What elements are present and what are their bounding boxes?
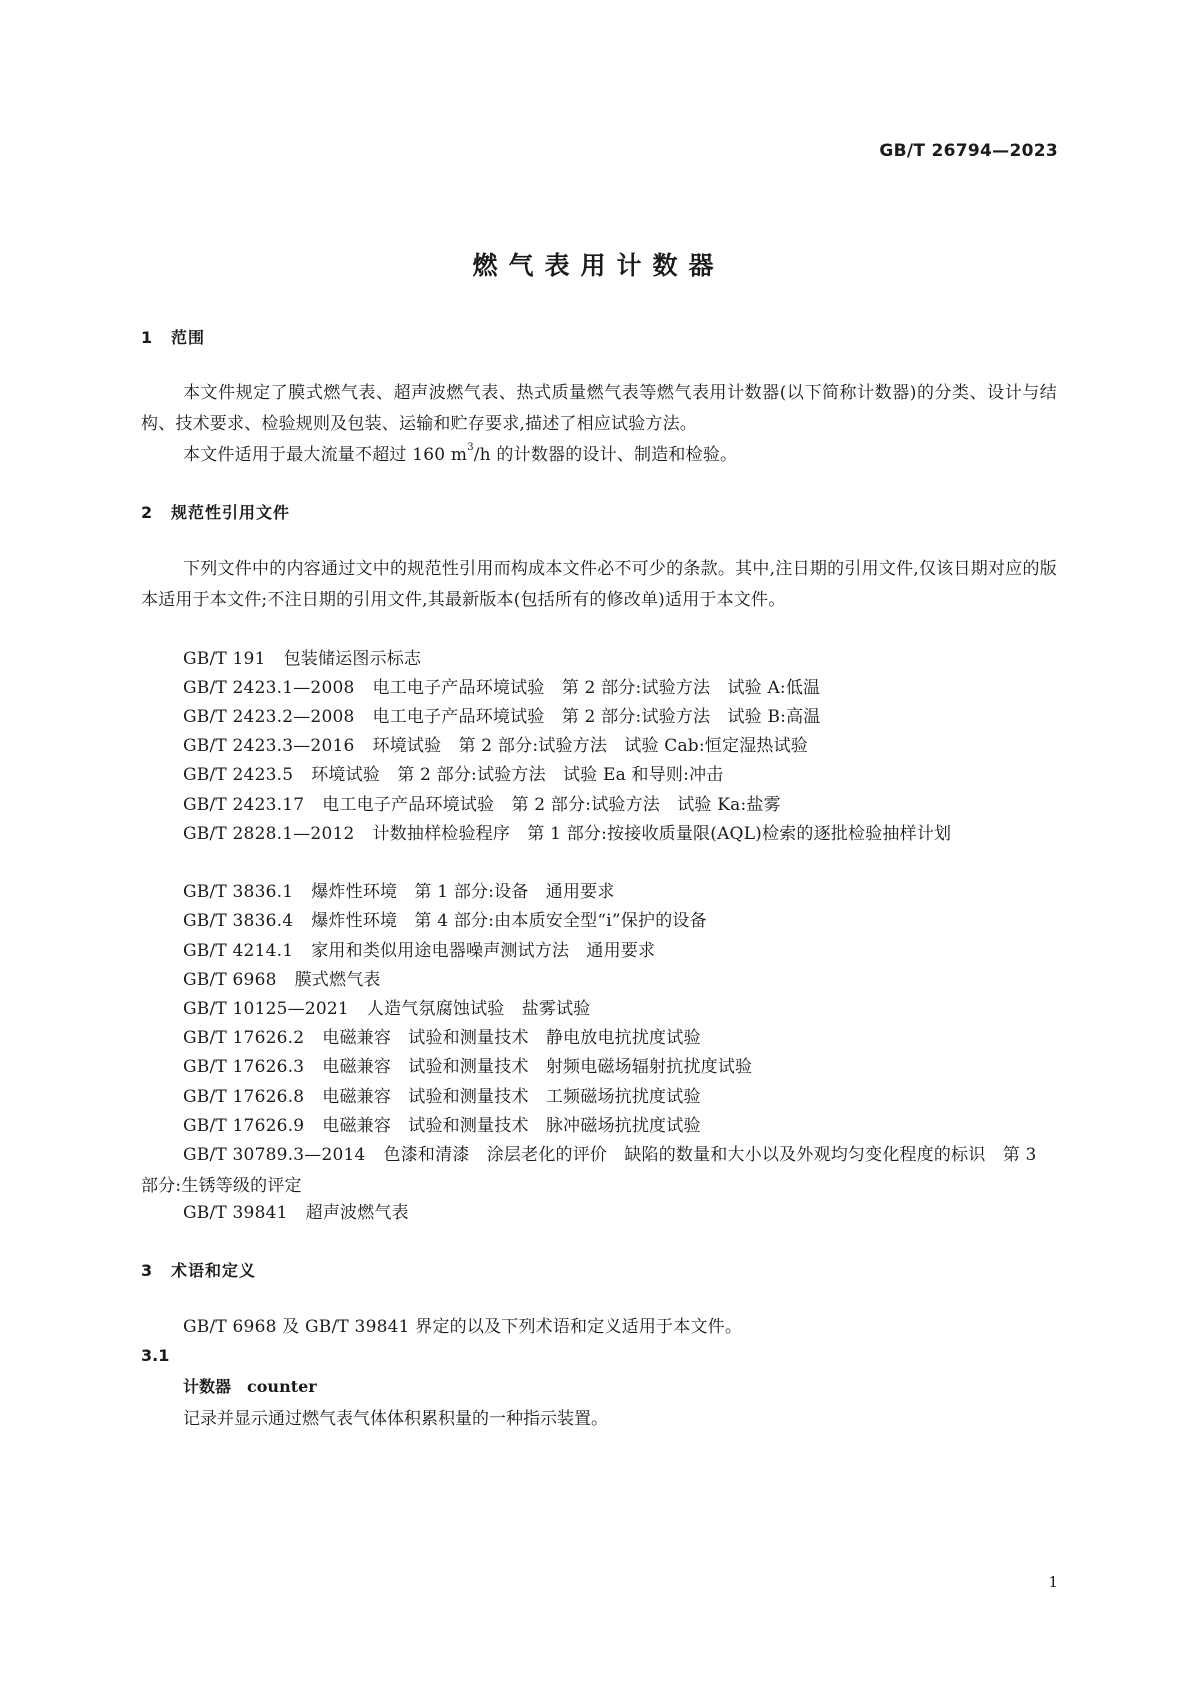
standard-number: GB/T 26794—2023 [879, 141, 1058, 161]
reference-item [141, 1023, 1057, 1054]
reference-title: 人造气氛腐蚀试验 盐雾试验 [366, 999, 591, 1019]
reference-code: GB/T 17626.8 [183, 1087, 305, 1107]
reference-code: GB/T 2423.17 [183, 795, 305, 815]
reference-code: GB/T 2423.1—2008 [183, 678, 355, 698]
reference-code: GB/T 4214.1 [183, 941, 294, 961]
reference-title: 色漆和清漆 涂层老化的评价 缺陷的数量和大小以及外观均匀变化程度的标识 第 3 部分:生锈等级的评定 [141, 1145, 1037, 1196]
references-intro: 下列文件中的内容通过文中的规范性引用而构成本文件必不可少的条款。其中,注日期的引用文件,仅该日期对应的版本适用于本文件;不注日期的引用文件,其最新版本(包括所有的修改单)适用于本文件。 [141, 559, 1057, 610]
scope-text-a: 本文件适用于最大流量不超过 160 m [183, 445, 468, 465]
reference-item [141, 906, 1057, 937]
reference-item [141, 1111, 1057, 1142]
reference-item [141, 1082, 1057, 1113]
reference-code: GB/T 17626.3 [183, 1057, 305, 1077]
reference-title: 包装储运图示标志 [283, 649, 422, 669]
term-entry [183, 1374, 317, 1397]
clause-number: 3.1 [141, 1346, 170, 1365]
reference-item [141, 1140, 1057, 1202]
reference-title: 电工电子产品环境试验 第 2 部分:试验方法 试验 B:高温 [372, 707, 821, 727]
reference-item [141, 877, 1057, 908]
reference-title: 环境试验 第 2 部分:试验方法 试验 Cab:恒定湿热试验 [372, 736, 809, 756]
reference-title: 家用和类似用途电器噪声测试方法 通用要求 [311, 941, 656, 961]
reference-item [141, 760, 1057, 791]
section-3-heading [141, 1258, 256, 1281]
terms-intro: GB/T 6968 及 GB/T 39841 界定的以及下列术语和定义适用于本文件。 [183, 1317, 743, 1337]
reference-code: GB/T 191 [183, 649, 266, 669]
reference-title: 爆炸性环境 第 4 部分:由本质安全型“i”保护的设备 [311, 911, 707, 931]
section-1-number: 1 [141, 328, 154, 347]
page-number: 1 [1048, 1573, 1058, 1591]
reference-title: 电磁兼容 试验和测量技术 工频磁场抗扰度试验 [322, 1087, 701, 1107]
section-1-title: 范围 [171, 328, 206, 347]
scope-paragraph-1: 本文件规定了膜式燃气表、超声波燃气表、热式质量燃气表等燃气表用计数器(以下简称计数器)的分类、设计与结构、技术要求、检验规则及包装、运输和贮存要求,描述了相应试验方法。 [141, 383, 1057, 434]
section-2-number: 2 [141, 503, 154, 522]
reference-code: GB/T 3836.1 [183, 882, 294, 902]
reference-item [141, 1198, 1057, 1229]
reference-title: 爆炸性环境 第 1 部分:设备 通用要求 [311, 882, 615, 902]
term-english: counter [247, 1377, 317, 1396]
reference-title: 膜式燃气表 [294, 970, 381, 990]
reference-code: GB/T 2423.3—2016 [183, 736, 355, 756]
reference-title: 电磁兼容 试验和测量技术 射频电磁场辐射抗扰度试验 [322, 1057, 753, 1077]
reference-item [141, 790, 1057, 821]
reference-item [141, 936, 1057, 967]
reference-code: GB/T 10125—2021 [183, 999, 349, 1019]
reference-code: GB/T 17626.2 [183, 1028, 305, 1048]
reference-code: GB/T 2828.1—2012 [183, 824, 355, 844]
term-definition: 记录并显示通过燃气表气体体积累积量的一种指示装置。 [183, 1409, 608, 1429]
term-chinese: 计数器 [183, 1377, 232, 1396]
section-2-title: 规范性引用文件 [171, 503, 291, 522]
reference-title: 电工电子产品环境试验 第 2 部分:试验方法 试验 A:低温 [372, 678, 821, 698]
reference-item [141, 819, 1057, 850]
reference-title: 电工电子产品环境试验 第 2 部分:试验方法 试验 Ka:盐雾 [322, 795, 781, 815]
document-title: 燃气表用计数器 [472, 251, 725, 280]
section-3-title: 术语和定义 [171, 1261, 257, 1280]
scope-text-b: /h 的计数器的设计、制造和检验。 [473, 445, 738, 465]
reference-item [141, 702, 1057, 733]
reference-item [141, 673, 1057, 704]
reference-code: GB/T 17626.9 [183, 1116, 305, 1136]
reference-title: 计数抽样检验程序 第 1 部分:按接收质量限(AQL)检索的逐批检验抽样计划 [372, 824, 952, 844]
reference-title: 环境试验 第 2 部分:试验方法 试验 Ea 和导则:冲击 [311, 765, 724, 785]
reference-code: GB/T 30789.3—2014 [183, 1145, 366, 1165]
reference-item [141, 644, 1057, 675]
section-1-heading [141, 325, 205, 348]
reference-code: GB/T 6968 [183, 970, 277, 990]
section-2-heading [141, 500, 290, 523]
scope-paragraph-2 [141, 440, 1057, 471]
reference-code: GB/T 2423.2—2008 [183, 707, 355, 727]
reference-item [141, 994, 1057, 1025]
reference-title: 超声波燃气表 [305, 1203, 409, 1223]
reference-item [141, 1052, 1057, 1083]
unit-superscript: 3 [467, 442, 474, 454]
reference-item [141, 965, 1057, 996]
reference-title: 电磁兼容 试验和测量技术 脉冲磁场抗扰度试验 [322, 1116, 701, 1136]
reference-item [141, 731, 1057, 762]
section-3-number: 3 [141, 1261, 154, 1280]
reference-code: GB/T 2423.5 [183, 765, 294, 785]
reference-code: GB/T 39841 [183, 1203, 288, 1223]
reference-code: GB/T 3836.4 [183, 911, 294, 931]
reference-title: 电磁兼容 试验和测量技术 静电放电抗扰度试验 [322, 1028, 701, 1048]
